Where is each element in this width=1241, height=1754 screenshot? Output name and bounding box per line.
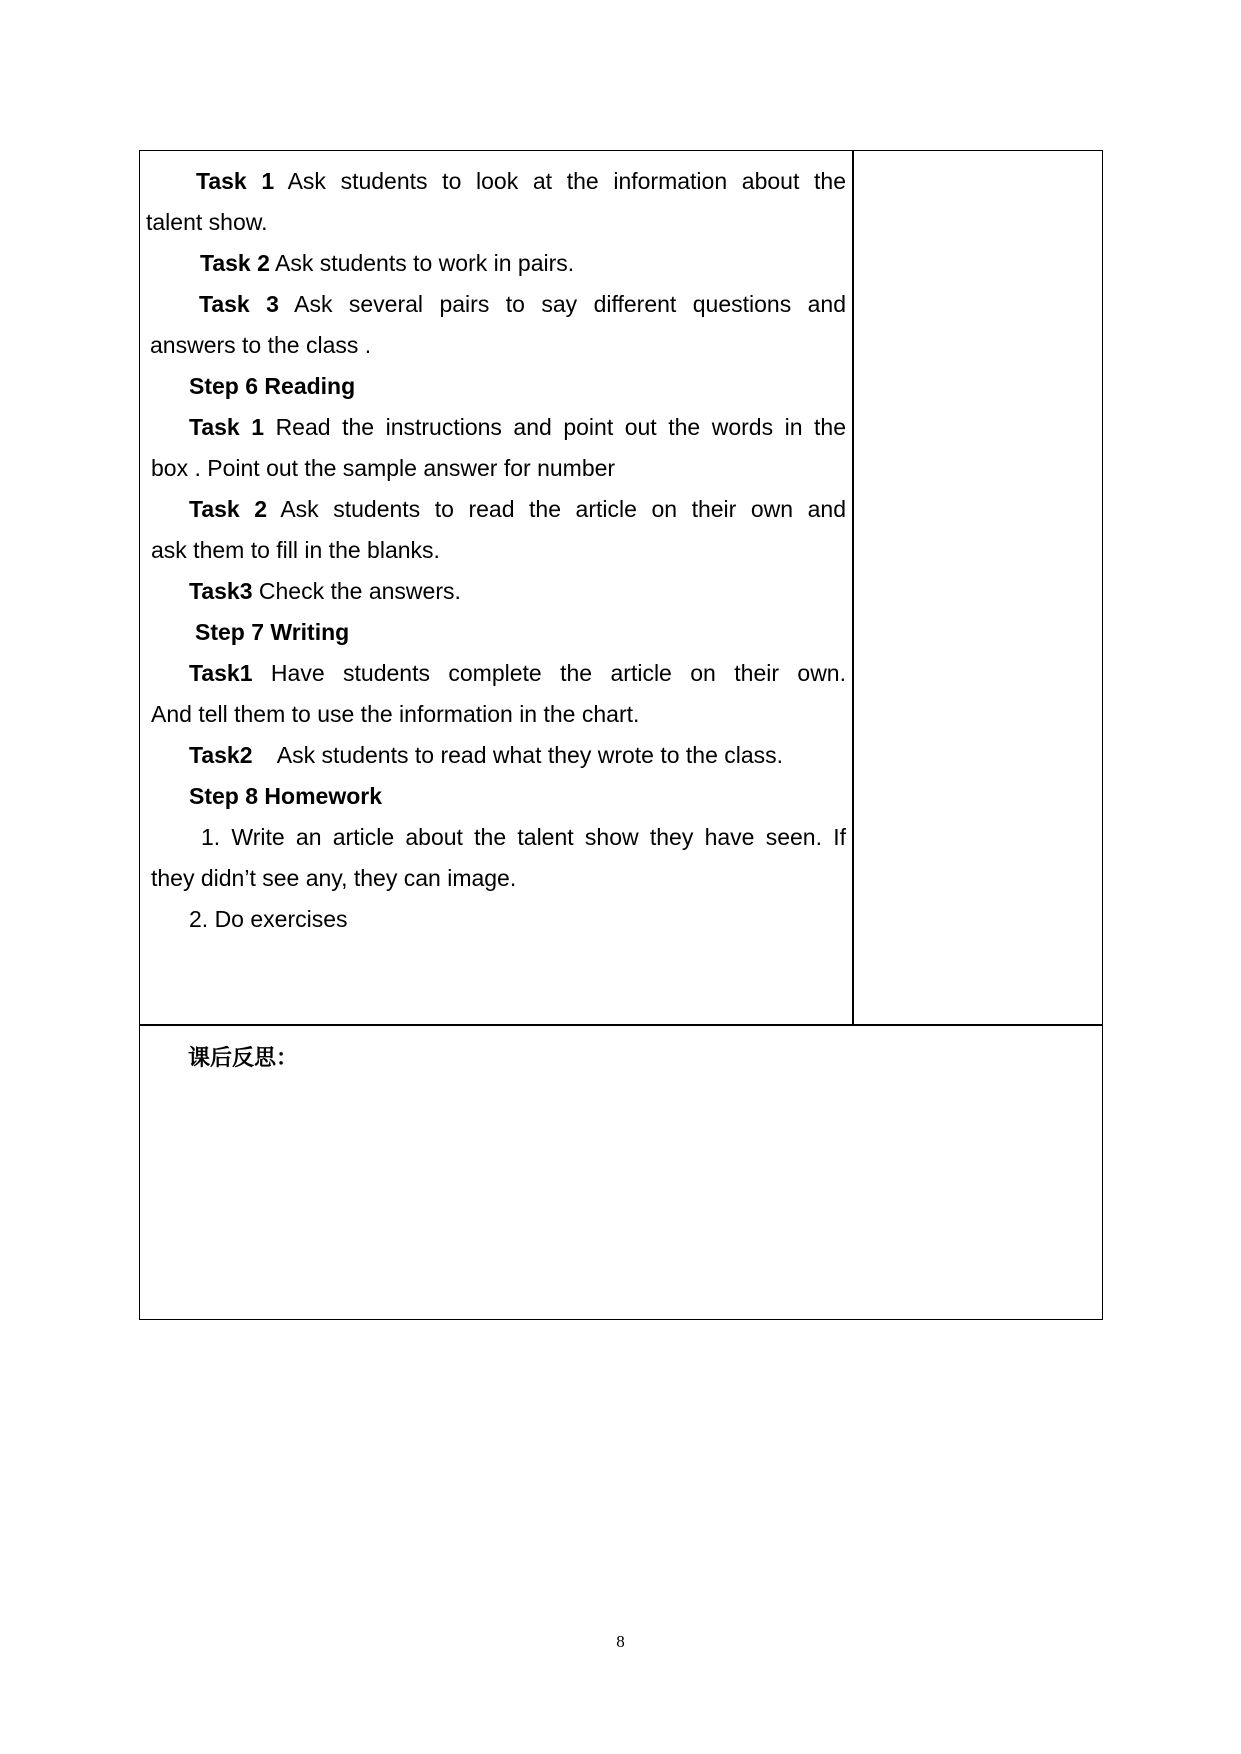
task-line: Task3 Check the answers. bbox=[189, 578, 461, 604]
task-line: Task 3 Ask several pairs to say different questions and bbox=[199, 291, 846, 317]
homework-line: 1. Write an article about the talent show they have seen. If bbox=[201, 824, 846, 850]
task-line: box . Point out the sample answer for number bbox=[151, 455, 616, 481]
page-number: 8 bbox=[616, 1632, 625, 1651]
task-line: Task 2 Ask students to work in pairs. bbox=[200, 250, 575, 276]
task-line: talent show. bbox=[146, 209, 268, 235]
homework-line: 2. Do exercises bbox=[189, 906, 348, 932]
homework-line: they didn’t see any, they can image. bbox=[151, 865, 517, 891]
step-heading: Step 6 Reading bbox=[189, 373, 356, 399]
task-line: Task 1 Read the instructions and point out the words in the bbox=[189, 414, 847, 440]
task-line: Task2 Ask students to read what they wrote to the class. bbox=[189, 742, 784, 768]
task-line: answers to the class . bbox=[150, 332, 372, 358]
task-line: Task 2 Ask students to read the article on their own and bbox=[189, 496, 846, 522]
row-divider bbox=[140, 1024, 1102, 1026]
task-line: Task1 Have students complete the article on their own. bbox=[189, 660, 846, 686]
task-line: Task 1 Ask students to look at the information about the bbox=[196, 168, 846, 194]
step-heading: Step 8 Homework bbox=[189, 783, 382, 809]
step-heading: Step 7 Writing bbox=[195, 619, 350, 645]
reflection-label: 课后反思： bbox=[188, 1046, 299, 1071]
lesson-plan-table bbox=[139, 150, 1103, 1320]
task-line: ask them to fill in the blanks. bbox=[151, 537, 440, 563]
task-line: And tell them to use the information in the chart. bbox=[151, 701, 640, 727]
